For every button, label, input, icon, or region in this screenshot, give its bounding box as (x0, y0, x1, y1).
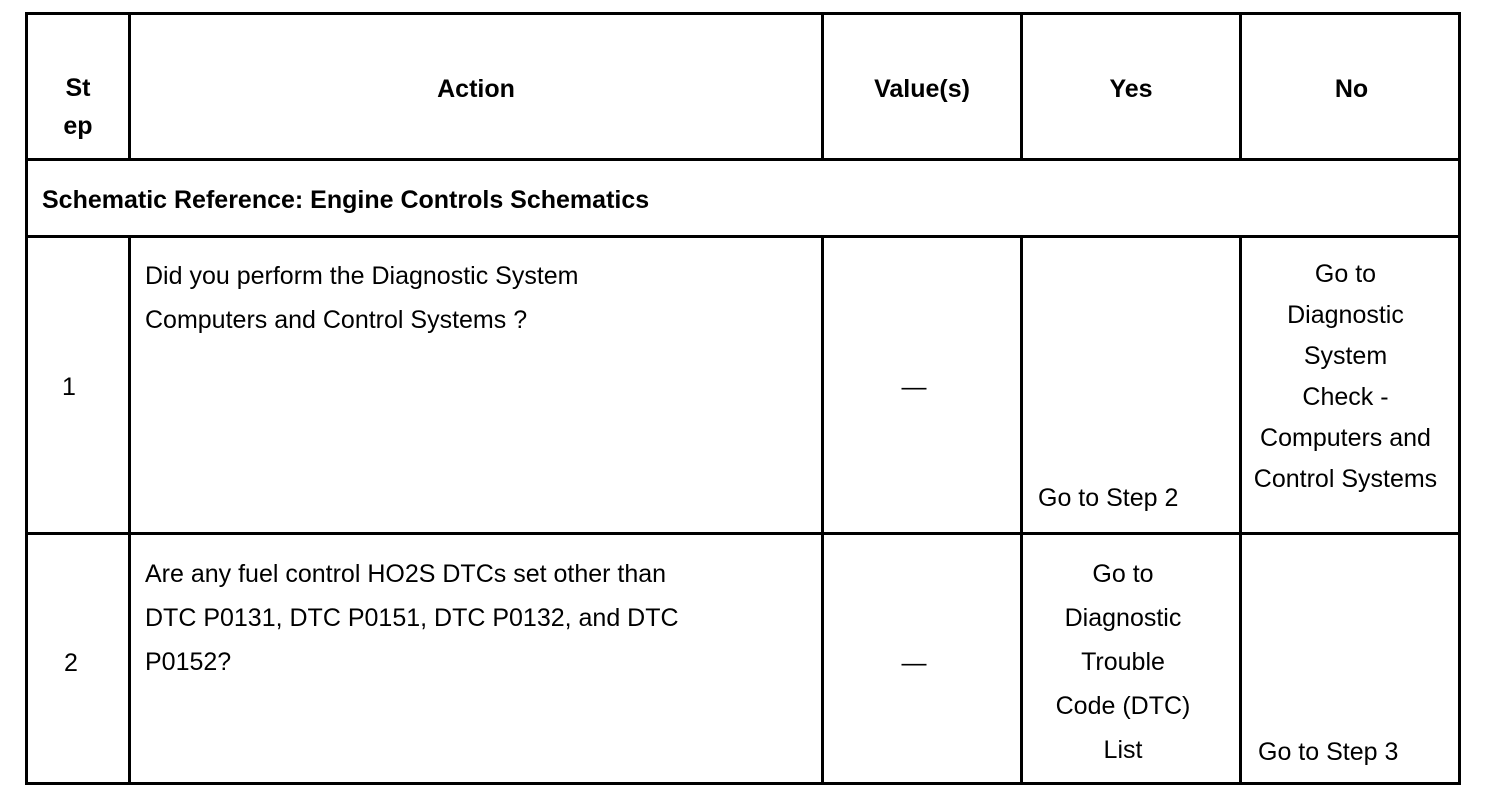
row-2-yes: Go to Diagnostic Trouble Code (DTC) List (1055, 560, 1191, 764)
header-yes: Yes (1109, 75, 1153, 103)
row-1-step: 1 (62, 373, 76, 401)
column-divider (128, 235, 131, 785)
row-2-step: 2 (64, 649, 78, 677)
header-no: No (1334, 75, 1369, 103)
row-2-action: Are any fuel control HO2S DTCs set other than DTC P0131, DTC P0151, DTC P0132, and DTC P0152? (145, 560, 679, 676)
header-step: St ep (63, 74, 93, 140)
reference-divider (28, 235, 1458, 238)
header-values: Value(s) (874, 75, 970, 103)
schematic-reference: Schematic Reference: Engine Controls Schematics (42, 186, 650, 214)
row-1-action: Did you perform the Diagnostic System Computers and Control Systems ? (145, 262, 579, 334)
diagnostic-table (25, 12, 1461, 785)
header-action: Action (437, 75, 515, 103)
row-2-no: Go to Step 3 (1258, 738, 1399, 766)
row-1-no: Go to Diagnostic System Check - Computers and Control Systems (1253, 260, 1438, 493)
row-1-yes: Go to Step 2 (1038, 484, 1179, 512)
row-2-values: — (901, 649, 927, 677)
header-divider (28, 158, 1458, 161)
row-1-values: — (901, 373, 927, 401)
column-divider (821, 235, 824, 785)
row-divider (28, 532, 1458, 535)
